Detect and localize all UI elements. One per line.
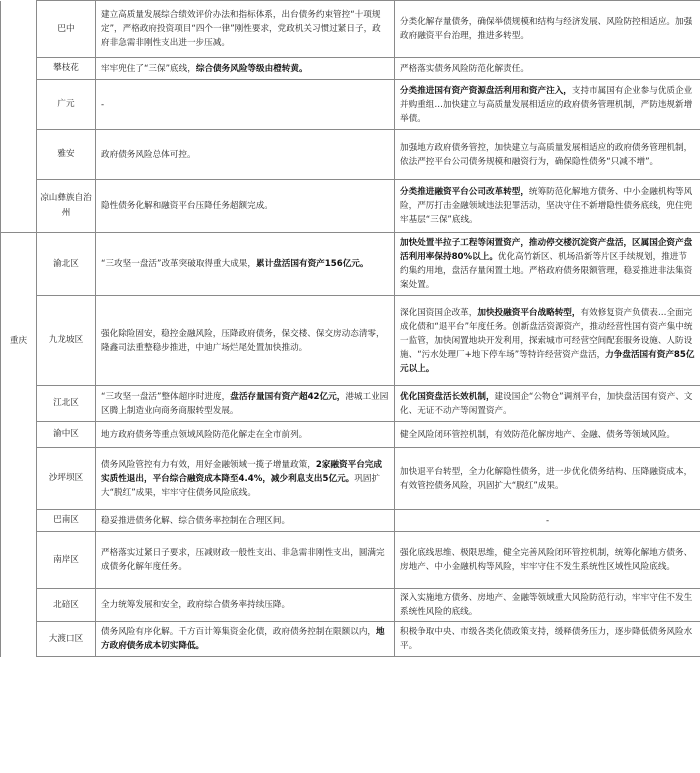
- table-row: [1, 296, 700, 386]
- city-cell: 凉山彝族自治州: [37, 180, 96, 233]
- text-segment: 稳妥推进债务化解、综合债务率控制在合理区间。: [101, 515, 291, 526]
- table-row: [1, 386, 700, 422]
- plan-cell: [395, 1, 700, 58]
- plan-cell: [395, 80, 700, 130]
- text-segment: 强化除险固安，稳控金融风险，压降政府债务，保交楼、保交房动态清零，隆鑫司法重整稳步推进，中迪广场烂尾处置加快推动。: [101, 328, 385, 353]
- text-segment: 积极争取中央、市级各类化债政策支持，缓释债务压力，逐步降低债务风险水平。: [400, 627, 693, 651]
- text-segment: 深化国资国企改革，: [400, 307, 478, 318]
- text-segment: 港城工业园区腾上制造业向商务商服转型发展。: [101, 391, 389, 416]
- plan-cell: [395, 386, 700, 422]
- text-segment: 巩固扩大“脱红”成果，牢牢守住债务风险底线。: [101, 473, 381, 498]
- text-segment: 建设国企“公物仓”调剂平台，加快盘活国有资产、文化、无证不动产等闲置资产。: [400, 391, 693, 416]
- text-segment: 严格落实过紧日子要求，压减财政一般性支出、非急需非刚性支出，圆满完成债务化解年度任务。: [101, 548, 385, 572]
- text-segment: 分类化解存量债务，确保举债规模和结构与经济发展、风险防控相适应。加强政府融资平台治理，推进多转型。: [400, 17, 693, 41]
- city-cell: 渝北区: [37, 233, 96, 296]
- plan-cell: [395, 296, 700, 386]
- text-segment: 加强地方政府债务管控，加快建立与高质量发展相适应的政府债务管理机制，依法严控平台公司债务规模和融资行为，确保隐性债务“只减不增”。: [400, 142, 693, 167]
- review-cell: [96, 386, 395, 422]
- city-cell: 巴南区: [37, 510, 96, 532]
- table-row: [1, 622, 700, 657]
- text-segment: 支持市属国有企业参与优质企业并购重组…加快建立与高质量发展相适应的政府债务管理机制，严防违规新增举债。: [400, 85, 693, 124]
- city-cell: 攀枝花: [37, 58, 96, 80]
- review-cell: [96, 180, 395, 233]
- table-row: [1, 448, 700, 510]
- plan-cell: [395, 532, 700, 589]
- province-cell: [1, 130, 37, 180]
- province-cell: [1, 589, 37, 622]
- province-cell: [1, 180, 37, 233]
- plan-cell: [395, 130, 700, 180]
- table-row: [1, 180, 700, 233]
- text-segment: 加快退平台转型，全力化解隐性债务，进一步优化债务结构、压降融资成本，有效管控债务风险，巩固扩大“脱红”成果。: [400, 466, 693, 491]
- province-cell: [1, 386, 37, 422]
- review-cell: [96, 532, 395, 589]
- review-cell: [96, 80, 395, 130]
- review-cell: [96, 1, 395, 58]
- plan-cell: [395, 589, 700, 622]
- plan-cell: [395, 622, 700, 657]
- text-segment: 隐性债务化解和融资平台压降任务超额完成。: [101, 201, 273, 211]
- province-cell: [1, 422, 37, 448]
- province-cell: [1, 510, 37, 532]
- bold-text-segment: 分类推进融资平台公司改革转型，: [400, 187, 529, 197]
- text-segment: 统筹防范化解地方债务、中小金融机构等风险，严厉打击金融领域违法犯罪活动，坚决守住不新增隐性债务底线，兜住兜牢基层“三保”底线。: [400, 187, 693, 225]
- table-row: [1, 589, 700, 622]
- text-segment: 牢牢兜住了“三保”底线，: [101, 63, 196, 74]
- text-segment: 建立高质量发展综合绩效评价办法和指标体系，出台债务约束管控“十项规定”，严格政府投资项目“四个一律”刚性要求，党政机关习惯过紧日子，政府非急需非刚性支出进一步压减。: [101, 10, 381, 48]
- review-cell: [96, 130, 395, 180]
- text-segment: 优化高竹新区、机场沿新等片区手续规划，推进节约集约用地，盘活存量闲置土地。严格政府债务限额管理，稳妥推进非法集资案处置。: [400, 252, 693, 290]
- table-row: [1, 1, 700, 58]
- table-row: [1, 130, 700, 180]
- text-segment: 有效修复资产负债表…全面完成化债和“退平台”年度任务。创新盘活资源资产，推动经营性国有资产集中统一监管，加快闲置地块开发利用，探索城市可经营空间配套服务设施、人防设施、“污水处理厂+地下停车场”等特许经营资产盘活，: [400, 307, 693, 360]
- bold-text-segment: 加快处置半拉子工程等闲置资产，推动停交楼沉淀资产盘活，区属国企资产盘活利用率保持80%以上。: [400, 238, 693, 262]
- review-cell: [96, 589, 395, 622]
- text-segment: 债务风险有序化解。千方百计筹集资金化债，政府债务控制在限额以内，: [101, 627, 377, 637]
- bold-text-segment: 力争盘活国有资产85亿元以上。: [400, 349, 695, 374]
- text-segment: 全力统筹发展和安全，政府综合债务率持续压降。: [101, 600, 291, 610]
- bold-text-segment: 2家融资平台完成实质性退出，平台综合融资成本降至4.4%，减少利息支出5亿元。: [101, 459, 382, 484]
- province-label: 重庆: [9, 335, 28, 346]
- plan-cell: [395, 448, 700, 510]
- province-cell: [1, 448, 37, 510]
- city-cell: 沙坪坝区: [37, 448, 96, 510]
- text-segment: “三攻坚一盘活”改革突破取得重大成果，: [101, 259, 256, 269]
- table-row: [1, 422, 700, 448]
- plan-cell: [395, 422, 700, 448]
- province-cell: [1, 58, 37, 80]
- bold-text-segment: 盘活存量国有资产超42亿元，: [230, 391, 346, 402]
- city-cell: 江北区: [37, 386, 96, 422]
- province-cell: [1, 532, 37, 589]
- text-segment: 政府债务风险总体可控。: [101, 149, 196, 160]
- text-segment: 深入实施地方债务、房地产、金融等领域重大风险防范行动，牢牢守住不发生系统性风险的底线。: [400, 593, 693, 617]
- table-row: [1, 233, 700, 296]
- bold-text-segment: 分类推进国有资产资源盘活利用和资产注入，: [400, 85, 572, 96]
- province-cell: [1, 233, 37, 296]
- review-cell: [96, 422, 395, 448]
- review-cell: [96, 622, 395, 657]
- review-cell: [96, 58, 395, 80]
- bold-text-segment: 综合债务风险等级由橙转黄。: [195, 63, 308, 74]
- province-cell: [1, 1, 37, 58]
- province-cell: [1, 296, 37, 386]
- text-segment: 强化底线思维、极限思维，健全完善风险闭环管控机制，统筹化解地方债务、房地产、中小金融机构等风险，牢牢守住不发生系统性区域性风险底线。: [400, 548, 693, 572]
- table-row: [1, 510, 700, 532]
- plan-cell: [395, 180, 700, 233]
- text-segment: “三攻坚一盘活”整体超序时进度，: [101, 391, 231, 402]
- table-body: [1, 1, 700, 657]
- city-cell: 九龙坡区: [37, 296, 96, 386]
- review-cell: [96, 510, 395, 532]
- bold-text-segment: 累计盘活国有资产156亿元。: [256, 259, 369, 269]
- plan-cell: [395, 233, 700, 296]
- plan-cell: [395, 510, 700, 532]
- review-cell: [96, 448, 395, 510]
- text-segment: 地方政府债务等重点领域风险防范化解走在全市前列。: [101, 429, 308, 440]
- text-segment: 健全风险闭环管控机制，有效防范化解房地产、金融、债务等领域风险。: [400, 429, 676, 440]
- bold-text-segment: 加快投融资平台战略转型，: [477, 307, 581, 318]
- table-row: [1, 532, 700, 589]
- text-segment: 严格落实债务风险防范化解责任。: [400, 63, 529, 74]
- text-segment: -: [545, 515, 550, 526]
- table-row: [1, 80, 700, 130]
- city-cell: 广元: [37, 80, 96, 130]
- city-cell: 渝中区: [37, 422, 96, 448]
- text-segment: 债务风险管控有力有效，用好金融领域一揽子增量政策，: [101, 459, 316, 470]
- bold-text-segment: 地方政府债务成本切实降低。: [101, 627, 385, 651]
- review-cell: [96, 296, 395, 386]
- province-cell: [1, 622, 37, 657]
- plan-cell: [395, 58, 700, 80]
- text-segment: -: [101, 99, 105, 110]
- review-cell: [96, 233, 395, 296]
- city-cell: 巴中: [37, 1, 96, 58]
- bold-text-segment: 优化国资盘活长效机制，: [400, 391, 495, 402]
- city-cell: 南岸区: [37, 532, 96, 589]
- city-cell: 北碚区: [37, 589, 96, 622]
- city-cell: 雅安: [37, 130, 96, 180]
- province-cell: [1, 80, 37, 130]
- table-row: [1, 58, 700, 80]
- city-cell: 大渡口区: [37, 622, 96, 657]
